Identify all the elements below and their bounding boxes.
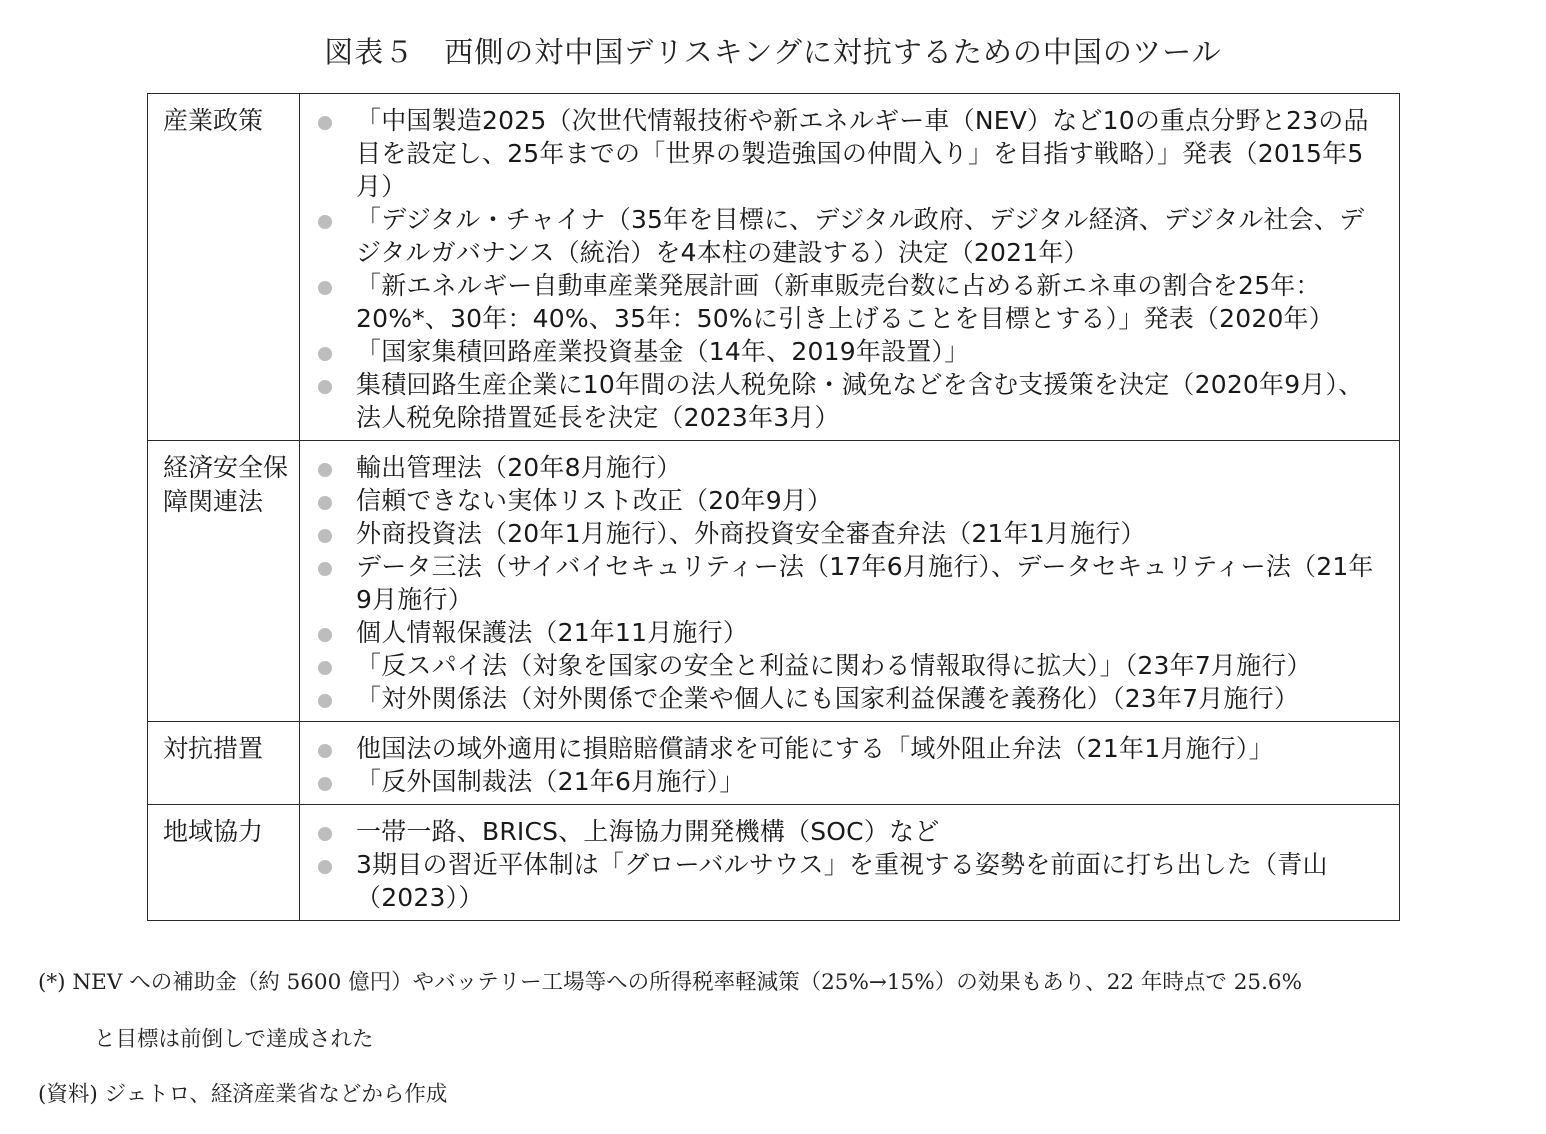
bullet-dot-icon	[318, 661, 332, 675]
bullet-dot-icon	[318, 347, 332, 361]
bullet-dot-icon	[318, 463, 332, 477]
bullet-list	[318, 104, 1385, 434]
list-item	[318, 517, 1385, 550]
bullet-dot-icon	[318, 744, 332, 758]
list-item	[318, 335, 1385, 368]
list-item-text: 「中国製造2025（次世代情報技術や新エネルギー車（NEV）など10の重点分野と23の品目を設定し、25年までの「世界の製造強国の仲間入り」を目指す戦略）」発表（2015年5月）	[356, 106, 1369, 201]
table-row-countermeasures	[148, 722, 1400, 805]
bullet-dot-icon	[318, 116, 332, 130]
list-item	[318, 484, 1385, 517]
list-item	[318, 649, 1385, 682]
list-item-text: 「デジタル・チャイナ（35年を目標に、デジタル政府、デジタル経済、デジタル社会、デジタルガバナンス（統治）を4本柱の建設する）決定（2021年）	[356, 205, 1365, 267]
bullet-dot-icon	[318, 215, 332, 229]
list-item	[318, 815, 1385, 848]
bullet-list	[318, 732, 1385, 798]
content-cell	[300, 722, 1400, 805]
bullet-dot-icon	[318, 694, 332, 708]
list-item	[318, 732, 1385, 765]
list-item	[318, 765, 1385, 798]
list-item	[318, 550, 1385, 616]
list-item	[318, 682, 1385, 715]
list-item-text: 外商投資法（20年1月施行）、外商投資安全審査弁法（21年1月施行）	[356, 519, 1146, 548]
bullet-dot-icon	[318, 496, 332, 510]
bullet-dot-icon	[318, 860, 332, 874]
bullet-list	[318, 451, 1385, 715]
bullet-dot-icon	[318, 628, 332, 642]
content-cell	[300, 805, 1400, 921]
bullet-dot-icon	[318, 777, 332, 791]
list-item-text: 「反外国制裁法（21年6月施行）」	[356, 767, 745, 796]
list-item-text: 3期目の習近平体制は「グローバルサウス」を重視する姿勢を前面に打ち出した（青山（2023））	[356, 850, 1328, 912]
bullet-dot-icon	[318, 281, 332, 295]
list-item	[318, 848, 1385, 914]
content-cell	[300, 441, 1400, 722]
tools-table	[147, 93, 1400, 921]
list-item	[318, 368, 1385, 434]
list-item	[318, 203, 1385, 269]
list-item	[318, 451, 1385, 484]
list-item-text: 「対外関係法（対外関係で企業や個人にも国家利益保護を義務化）（23年7月施行）	[356, 684, 1300, 713]
bullet-list	[318, 815, 1385, 914]
footnote-text-continued: と目標は前倒しで達成された	[94, 1027, 374, 1052]
content-cell	[300, 94, 1400, 441]
bullet-dot-icon	[318, 562, 332, 576]
source-note: (資料) ジェトロ、経済産業省などから作成	[38, 1082, 448, 1107]
list-item-text: データ三法（サイバイセキュリティー法（17年6月施行）、データセキュリティー法（21年9月施行）	[356, 552, 1374, 614]
list-item	[318, 269, 1385, 335]
bullet-dot-icon	[318, 380, 332, 394]
table-row-regional-cooperation	[148, 805, 1400, 921]
bullet-dot-icon	[318, 827, 332, 841]
list-item-text: 信頼できない実体リスト改正（20年9月）	[356, 486, 833, 515]
list-item-text: 他国法の域外適用に損賠賠償請求を可能にする「域外阻止弁法（21年1月施行）」	[356, 734, 1274, 763]
category-cell: 産業政策	[148, 94, 300, 441]
footnote-text: (*) NEV への補助金（約 5600 億円）やバッテリー工場等への所得税率軽減策（25%→15%）の効果もあり、22 年時点で 25.6%	[38, 970, 1303, 995]
list-item	[318, 616, 1385, 649]
notes-block	[38, 963, 1518, 1115]
category-cell: 対抗措置	[148, 722, 300, 805]
list-item-text: 「国家集積回路産業投資基金（14年、2019年設置）」	[356, 337, 970, 366]
list-item-text: 「新エネルギー自動車産業発展計画（新車販売台数に占める新エネ車の割合を25年：20%*、30年：40%、35年：50%に引き上げることを目標とする）」発表（2020年）	[356, 271, 1334, 333]
list-item	[318, 104, 1385, 203]
list-item-text: 個人情報保護法（21年11月施行）	[356, 618, 749, 647]
list-item-text: 「反スパイ法（対象を国家の安全と利益に関わる情報取得に拡大）」（23年7月施行）	[356, 651, 1312, 680]
list-item-text: 一帯一路、BRICS、上海協力開発機構（SOC）など	[356, 817, 940, 846]
category-cell: 地域協力	[148, 805, 300, 921]
figure-title: 図表５ 西側の対中国デリスキングに対抗するための中国のツール	[324, 35, 1222, 69]
bullet-dot-icon	[318, 529, 332, 543]
list-item-text: 集積回路生産企業に10年間の法人税免除・減免などを含む支援策を決定（2020年9月）、法人税免除措置延長を決定（2023年3月）	[356, 370, 1364, 432]
table-row-economic-security-law	[148, 441, 1400, 722]
table-row-industrial-policy	[148, 94, 1400, 441]
list-item-text: 輸出管理法（20年8月施行）	[356, 453, 682, 482]
category-cell: 経済安全保障関連法	[148, 441, 300, 722]
